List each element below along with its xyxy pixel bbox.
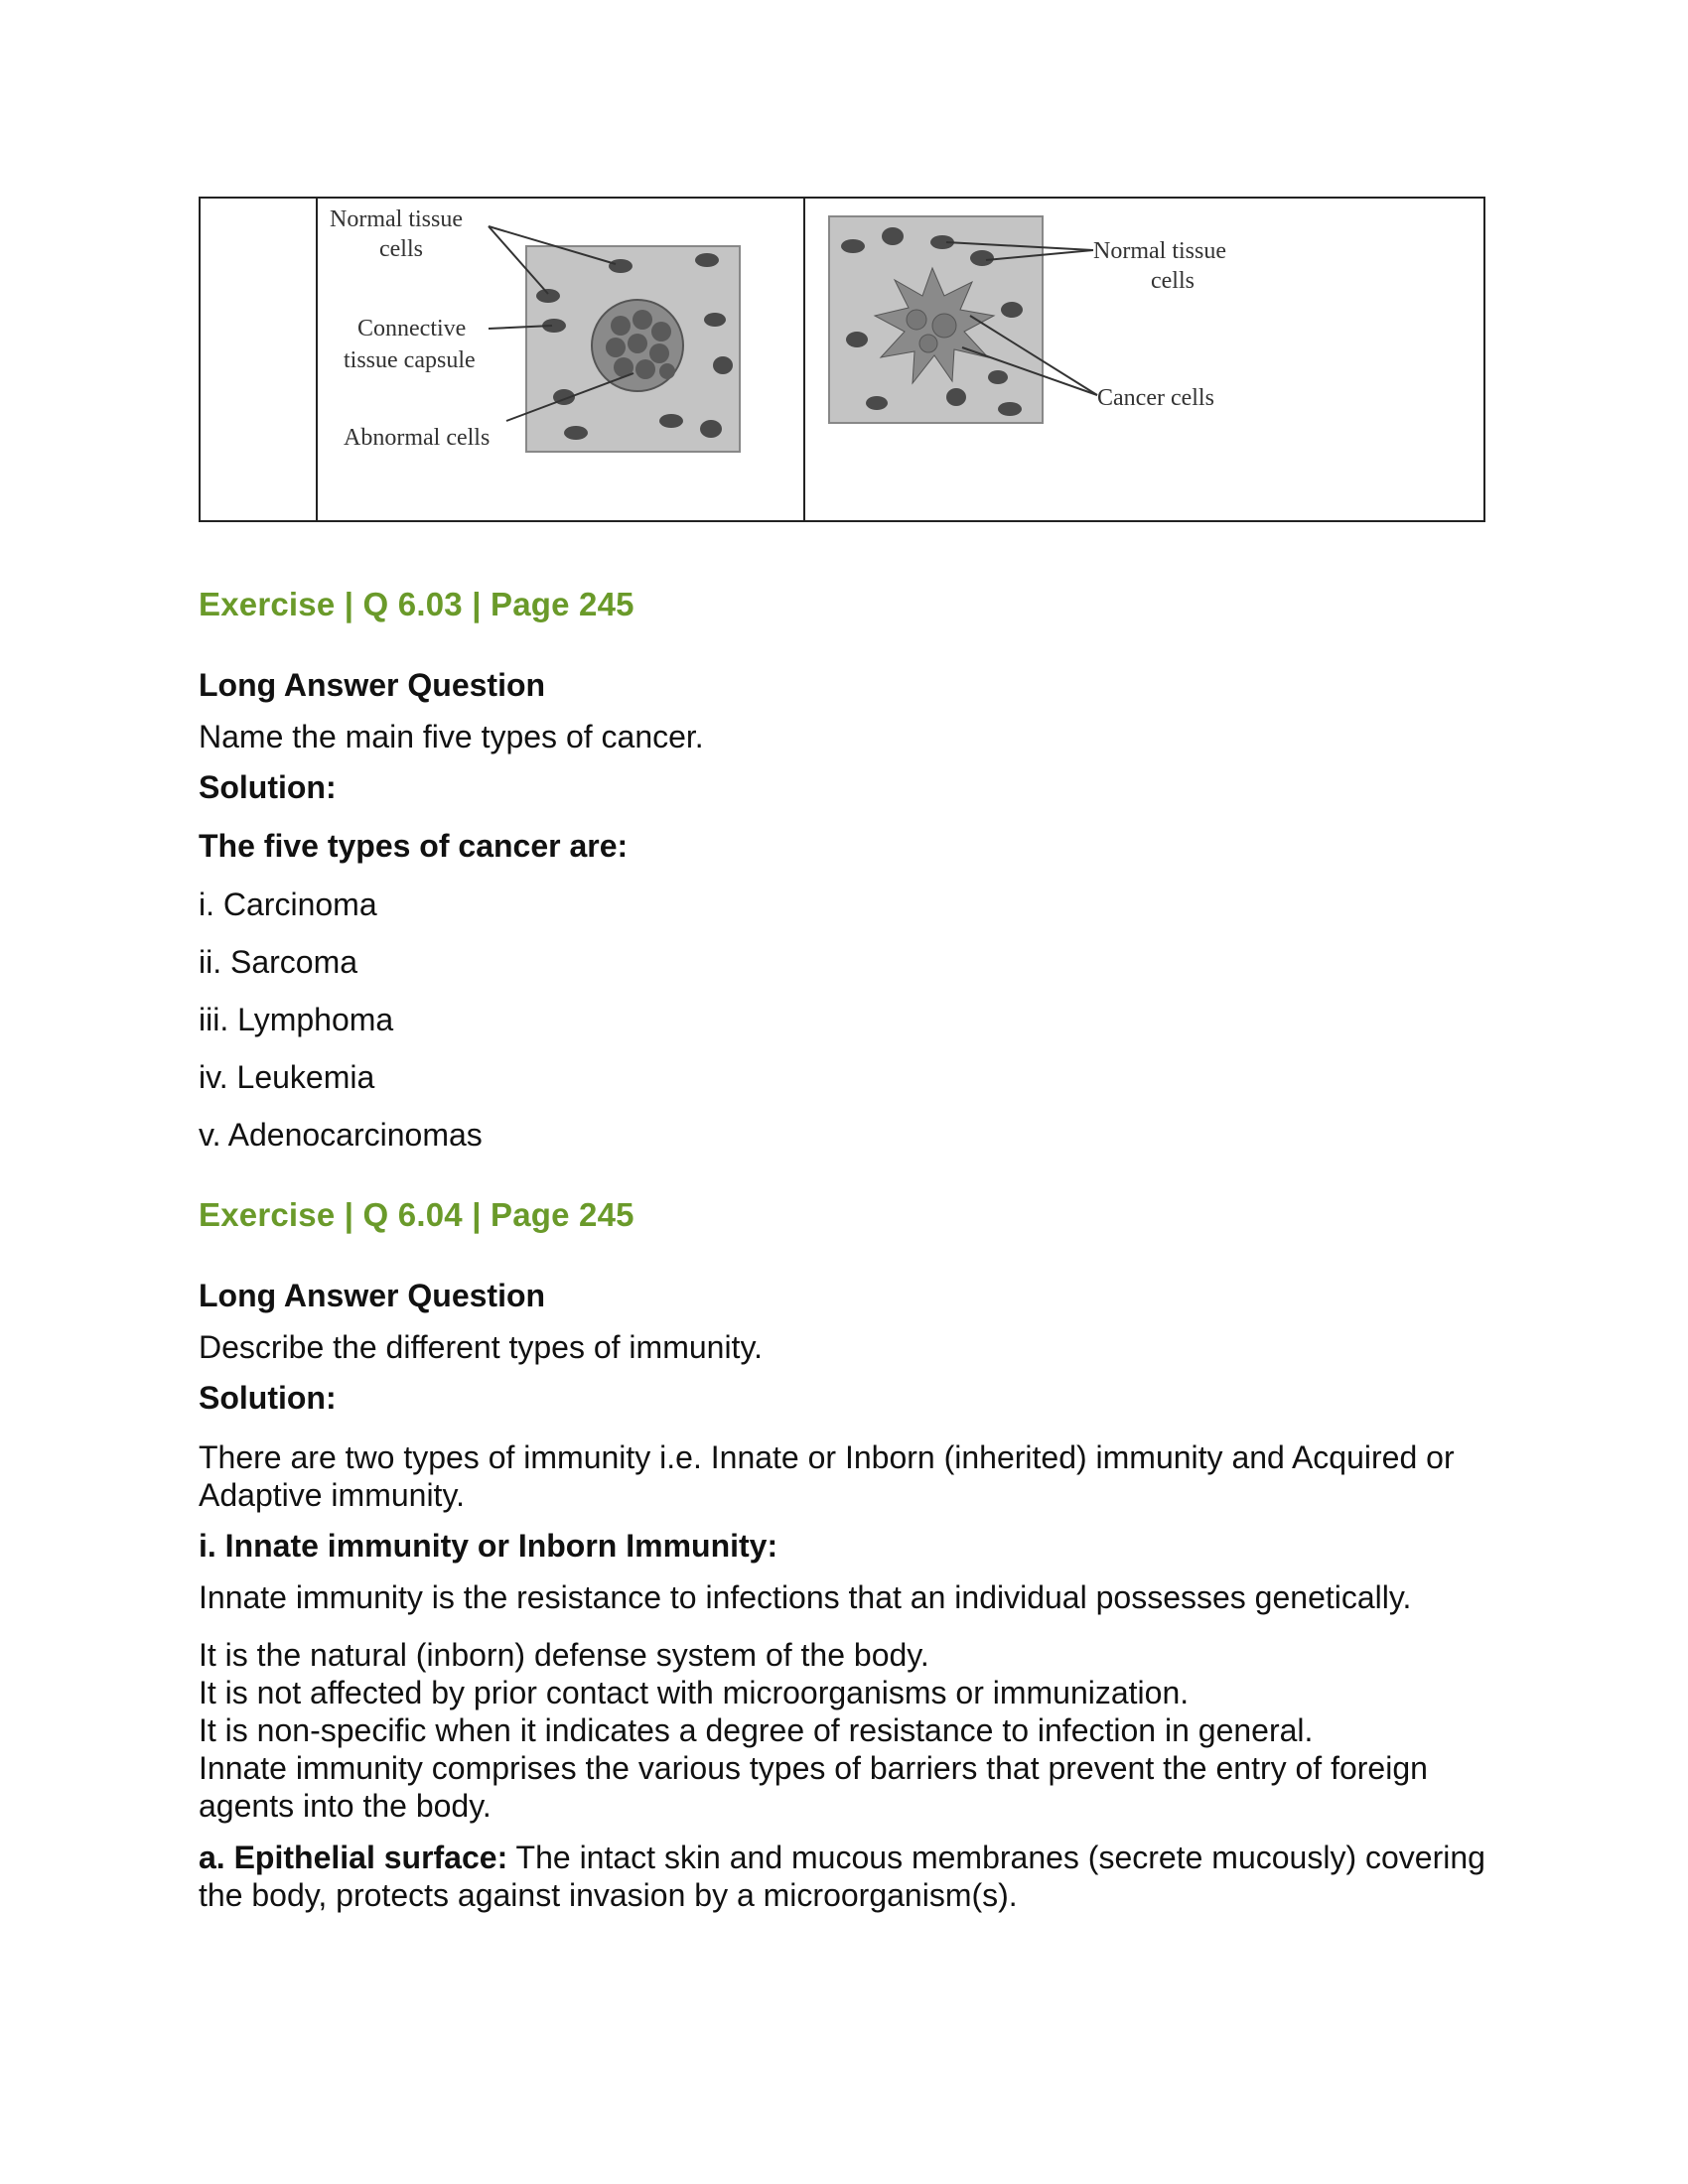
innate-details [199,1636,1489,1825]
label-connective-l2: tissue capsule [344,347,476,373]
solution-label: Solution: [199,769,337,805]
innate-line: Innate immunity comprises the various types of barriers that prevent the entry of foreign agents into the body. [199,1750,1428,1824]
label-normal-tissue-l1: Normal tissue [330,206,463,232]
solution-intro: There are two types of immunity i.e. Innate or Inborn (inherited) immunity and Acquired or Adaptive immunity. [199,1439,1455,1513]
epithelial-paragraph [199,1839,1489,1914]
innate-heading: i. Innate immunity or Inborn Immunity: [199,1528,778,1564]
question-text: Name the main five types of cancer. [199,719,704,754]
list-item: iii. Lymphoma [199,1002,394,1037]
figure-blank-cell [201,199,318,520]
list-item: v. Adenocarcinomas [199,1117,483,1153]
exercise-heading-q604: Exercise | Q 6.04 | Page 245 [199,1196,634,1233]
solution-label: Solution: [199,1380,337,1416]
benign-tumor-diagram [318,199,805,520]
exercise-heading-q603: Exercise | Q 6.03 | Page 245 [199,586,634,622]
innate-definition: Innate immunity is the resistance to infections that an individual possesses genetically. [199,1579,1412,1615]
document-body [199,586,1489,1928]
list-item: ii. Sarcoma [199,944,358,980]
question-type: Long Answer Question [199,1278,546,1313]
label-abnormal-cells: Abnormal cells [344,425,491,451]
question-type: Long Answer Question [199,667,546,703]
benign-tumor-cell [318,199,805,520]
label-normal-tissue-l1: Normal tissue [1093,238,1226,264]
solution-intro: The five types of cancer are: [199,828,629,864]
list-item: i. Carcinoma [199,887,377,922]
innate-line: It is non-specific when it indicates a degree of resistance to infection in general. [199,1712,1314,1748]
question-text: Describe the different types of immunity. [199,1329,763,1365]
malignant-tumor-diagram [805,199,1483,520]
label-normal-tissue-l2: cells [1151,268,1195,294]
figure-table [199,197,1485,522]
innate-line: It is the natural (inborn) defense system of the body. [199,1637,929,1673]
innate-line: It is not affected by prior contact with microorganisms or immunization. [199,1675,1190,1710]
label-connective-l1: Connective [357,316,467,341]
label-cancer-cells: Cancer cells [1097,385,1214,411]
epithelial-label: a. Epithelial surface: [199,1840,508,1875]
label-normal-tissue-l2: cells [379,236,423,262]
epithelial-text: The intact skin and mucous membranes (secrete mucously) covering the body, protects against invasion by a microorganism(s). [199,1840,1485,1913]
malignant-tumor-cell [805,199,1483,520]
list-item: iv. Leukemia [199,1059,375,1095]
